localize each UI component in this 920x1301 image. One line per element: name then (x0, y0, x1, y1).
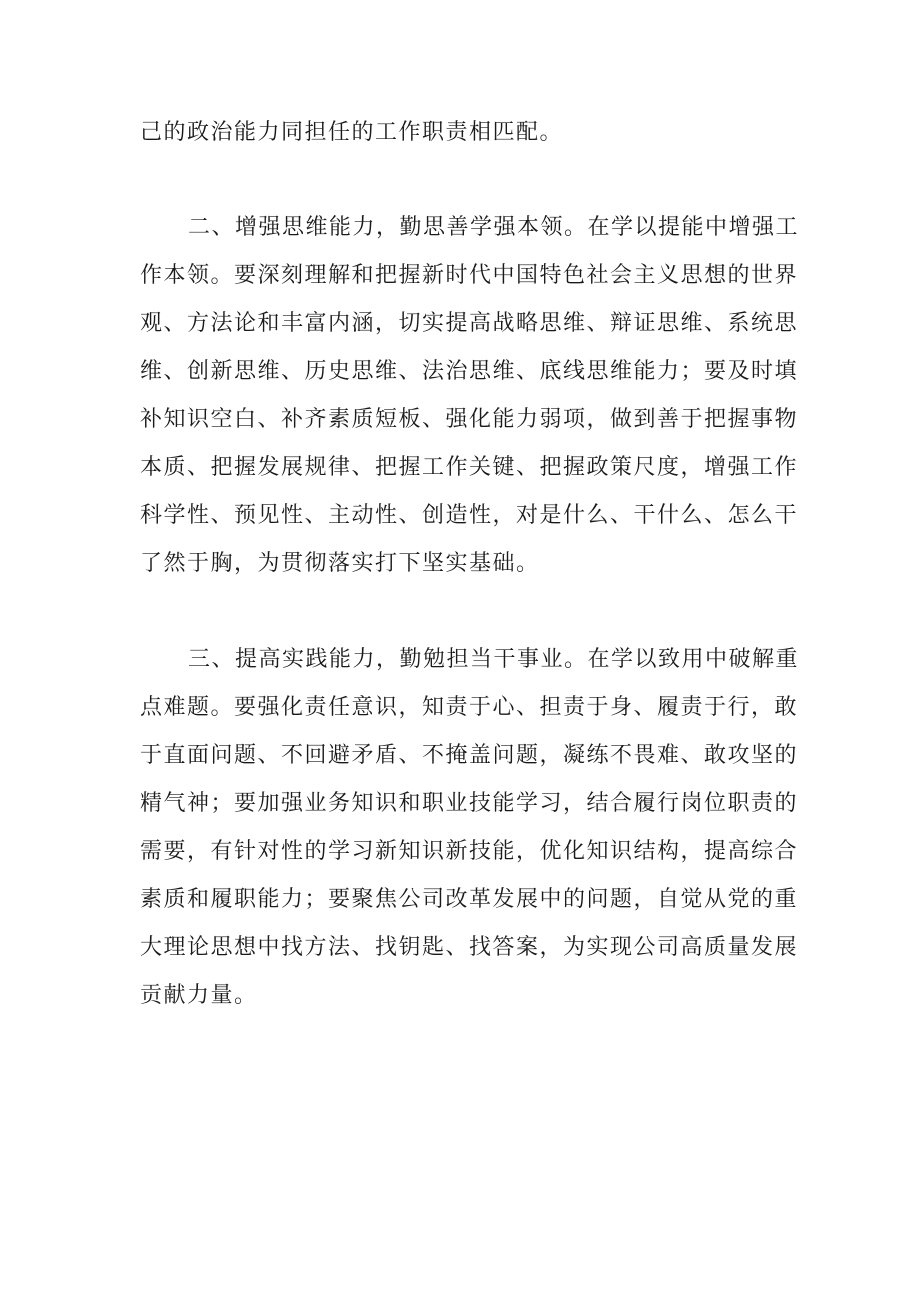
text-line: 观、方法论和丰富内涵，切实提高战略思维、辩证思维、系统思 (140, 311, 799, 336)
text-line: 素质和履职能力；要聚焦公司改革发展中的问题，自觉从党的重 (140, 887, 799, 912)
text-line: 点难题。要强化责任意识，知责于心、担责于身、履责于行，敢 (140, 695, 799, 720)
paragraph-heading-line: 三、提高实践能力，勤勉担当干事业。在学以致用中破解重 (188, 647, 800, 672)
text-line: 需要，有针对性的学习新知识新技能，优化知识结构，提高综合 (140, 839, 799, 864)
text-line: 了然于胸，为贯彻落实打下坚实基础。 (140, 551, 540, 576)
text-line: 补知识空白、补齐素质短板、强化能力弱项，做到善于把握事物 (140, 407, 799, 432)
text-line: 本质、把握发展规律、把握工作关键、把握政策尺度，增强工作 (140, 455, 799, 480)
paragraph-heading-line: 二、增强思维能力，勤思善学强本领。在学以提能中增强工 (188, 215, 800, 240)
text-line: 于直面问题、不回避矛盾、不掩盖问题，凝练不畏难、敢攻坚的 (140, 743, 799, 768)
text-line: 贡献力量。 (140, 983, 258, 1008)
text-line: 精气神；要加强业务知识和职业技能学习，结合履行岗位职责的 (140, 791, 799, 816)
text-line: 己的政治能力同担任的工作职责相匹配。 (140, 120, 564, 145)
text-line: 作本领。要深刻理解和把握新时代中国特色社会主义思想的世界 (140, 263, 799, 288)
text-line: 科学性、预见性、主动性、创造性，对是什么、干什么、怎么干 (140, 503, 799, 528)
text-line: 大理论思想中找方法、找钥匙、找答案，为实现公司高质量发展 (140, 935, 799, 960)
text-line: 维、创新思维、历史思维、法治思维、底线思维能力；要及时填 (140, 359, 799, 384)
